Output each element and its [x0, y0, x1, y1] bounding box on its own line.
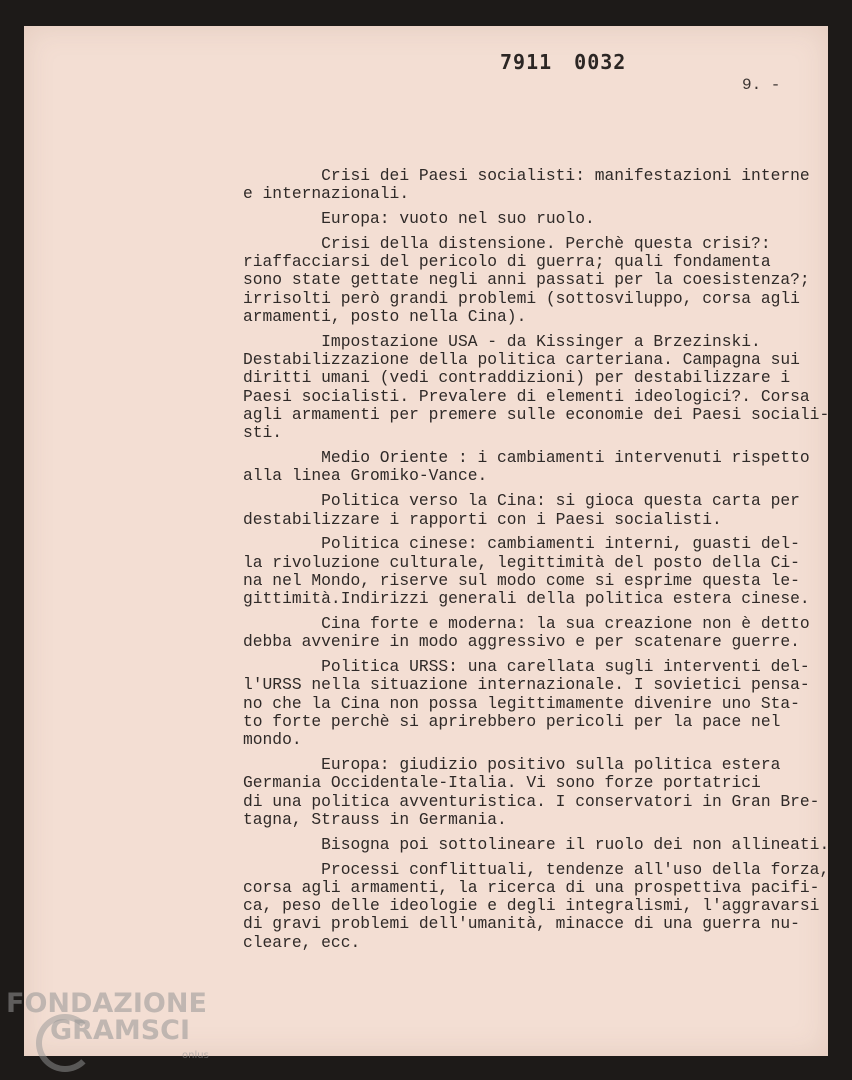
text-line: agli armamenti per premere sulle economie dei Paesi sociali- [243, 405, 830, 425]
paragraph [243, 210, 823, 228]
paragraph [243, 615, 823, 652]
text-line: no che la Cina non possa legittimamente divenire uno Sta- [243, 693, 800, 713]
stamp-number-2: 0032 [574, 50, 627, 74]
text-line: alla linea Gromiko-Vance. [243, 466, 488, 486]
text-line: la rivoluzione culturale, legittimità del posto della Ci- [243, 552, 800, 572]
text-line: riaffacciarsi del pericolo di guerra; quali fondamenta [243, 252, 771, 272]
text-line: Destabilizzazione della politica carteriana. Campagna sui [243, 350, 800, 370]
text-line: Politica URSS: una carellata sugli interventi del- [243, 657, 810, 677]
logo-line-2: GRAMSCI [50, 1015, 191, 1046]
text-line: corsa agli armamenti, la ricerca di una prospettiva pacifi- [243, 877, 820, 897]
logo-g-icon [36, 1014, 94, 1072]
text-line: Politica verso la Cina: si gioca questa carta per [243, 491, 800, 511]
text-line: Cina forte e moderna: la sua creazione non è detto [243, 614, 810, 634]
paragraph [243, 658, 823, 749]
archive-stamp [500, 50, 648, 74]
paragraph [243, 492, 823, 529]
text-line: sti. [243, 423, 283, 443]
text-line: Crisi dei Paesi socialisti: manifestazioni interne [243, 166, 810, 185]
text-line: Politica cinese: cambiamenti interni, guasti del- [243, 534, 800, 554]
text-line: irrisolti però grandi problemi (sottosviluppo, corsa agli [243, 288, 800, 308]
stamp-number-1: 7911 [500, 50, 553, 74]
text-line: ca, peso delle ideologie e degli integralismi, l'aggravarsi [243, 896, 820, 916]
logo-line-1: FONDAZIONE [6, 988, 207, 1019]
text-line: mondo. [243, 730, 302, 750]
text-line: sono state gettate negli anni passati per la coesistenza?; [243, 270, 810, 290]
text-line: tagna, Strauss in Germania. [243, 810, 507, 829]
logo-line-3: onlus [182, 1050, 209, 1061]
text-line: Impostazione USA - da Kissinger a Brzezinski. [243, 331, 761, 351]
paragraph [243, 834, 830, 854]
text-line: na nel Mondo, riserve sul modo come si esprime questa le- [243, 570, 800, 590]
paragraph [243, 167, 823, 204]
text-line: Processi conflittuali, tendenze all'uso della forza, [243, 859, 830, 879]
text-line: l'URSS nella situazione internazionale. I sovietici pensa- [243, 675, 810, 695]
text-line: gittimità.Indirizzi generali della politica estera cinese. [243, 589, 810, 609]
paragraph [243, 859, 830, 952]
text-line: Germania Occidentale-Italia. Vi sono forze portatrici [243, 773, 761, 793]
text-line: cleare, ecc. [243, 932, 361, 952]
document-body [243, 166, 830, 959]
paragraph [243, 449, 823, 486]
text-line: destabilizzare i rapporti con i Paesi socialisti. [243, 509, 722, 529]
fondazione-gramsci-logo [6, 988, 209, 1061]
text-line: di una politica avventuristica. I conservatori in Gran Bre- [243, 791, 820, 811]
text-line: Europa: giudizio positivo sulla politica estera [243, 755, 781, 775]
text-line: Medio Oriente : i cambiamenti intervenuti rispetto [243, 448, 810, 468]
text-line: e internazionali. [243, 184, 410, 204]
text-line: debba avvenire in modo aggressivo e per scatenare guerre. [243, 632, 800, 652]
paragraph [243, 756, 823, 829]
text-line: to forte perchè si aprirebbero pericoli per la pace nel [243, 712, 781, 732]
paragraph [243, 235, 823, 326]
paragraph [243, 331, 830, 443]
text-line: Europa: vuoto nel suo ruolo. [243, 209, 595, 229]
text-line: armamenti, posto nella Cina). [243, 307, 527, 327]
page-number: 9. - [742, 76, 781, 94]
text-line: di gravi problemi dell'umanità, minacce di una guerra nu- [243, 914, 800, 934]
paragraph [243, 535, 823, 608]
text-line: Bisogna poi sottolineare il ruolo dei non allineati. [243, 834, 830, 854]
text-line: diritti umani (vedi contraddizioni) per destabilizzare i [243, 368, 791, 388]
text-line: Paesi socialisti. Prevalere di elementi ideologici?. Corsa [243, 386, 810, 406]
text-line: Crisi della distensione. Perchè questa crisi?: [243, 233, 771, 253]
